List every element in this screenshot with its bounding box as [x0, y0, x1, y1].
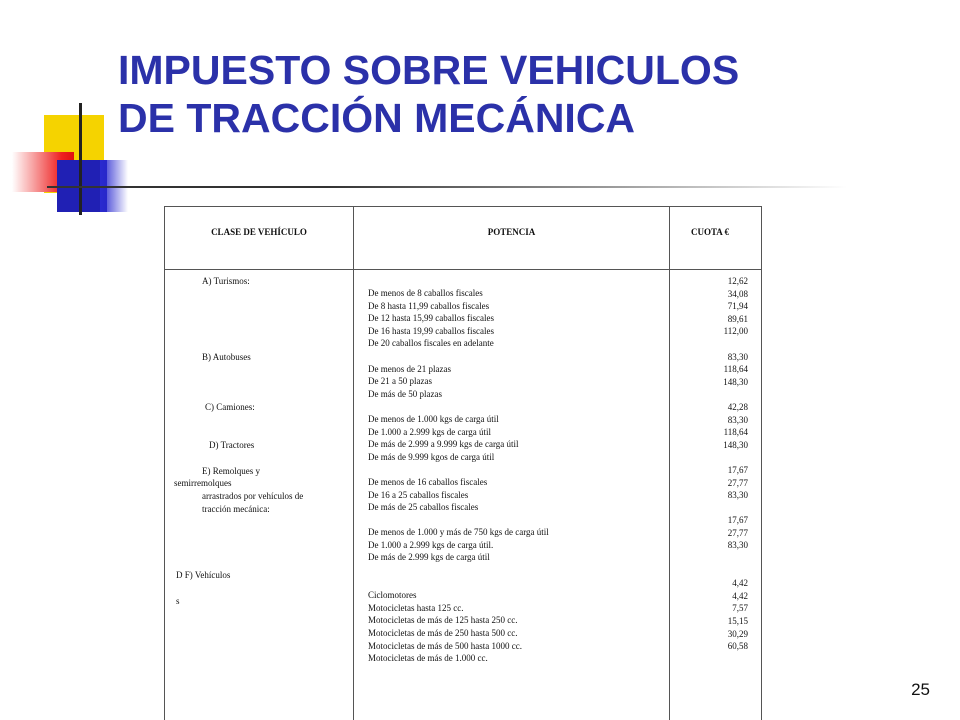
- potencia-row: De 16 a 25 caballos fiscales: [368, 489, 469, 500]
- clase-tractores: D) Tractores: [209, 440, 255, 450]
- decor-horizontal-line: [47, 186, 847, 188]
- potencia-row: De 21 a 50 plazas: [368, 376, 432, 387]
- cuota-row: 60,58: [727, 641, 748, 652]
- potencia-row: De menos de 16 caballos fiscales: [368, 476, 488, 487]
- header-clase: CLASE DE VEHÍCULO: [211, 227, 307, 237]
- tax-table: [164, 206, 762, 720]
- cuota-row: 7,57: [732, 603, 748, 614]
- title-line-2: DE TRACCIÓN MECÁNICA: [118, 95, 636, 141]
- header-divider: [165, 269, 761, 270]
- potencia-row: Motocicletas de más de 125 hasta 250 cc.: [368, 615, 518, 626]
- cuota-row: 4,42: [732, 590, 748, 601]
- clase-turismos: A) Turismos:: [202, 276, 250, 286]
- potencia-list: [368, 287, 549, 665]
- cuota-row: 27,77: [727, 477, 748, 488]
- cuota-row: 83,30: [727, 490, 748, 501]
- potencia-row: De menos de 1.000 kgs de carga útil: [368, 413, 499, 424]
- cuota-row: 71,94: [727, 301, 748, 312]
- cuota-row: 118,64: [723, 427, 748, 438]
- clase-remolques-3: arrastrados por vehículos de: [202, 491, 304, 501]
- cuota-list: [665, 275, 748, 653]
- potencia-row: De 8 hasta 11,99 caballos fiscales: [368, 300, 490, 311]
- clase-vehiculos-1: D F) Vehículos: [176, 570, 231, 580]
- cuota-row: [665, 338, 748, 351]
- cuota-row: [665, 565, 748, 578]
- cuota-row: 42,28: [727, 401, 748, 412]
- header-cuota: CUOTA €: [690, 227, 730, 237]
- potencia-row: De menos de 1.000 y más de 750 kgs de carga útil: [368, 527, 549, 538]
- cuota-row: [665, 552, 748, 565]
- potencia-row: De más de 2.999 kgs de carga útil: [368, 552, 490, 563]
- cuota-row: 148,30: [723, 439, 748, 450]
- cuota-row: 4,42: [732, 578, 748, 589]
- potencia-row: De más de 50 plazas: [368, 388, 442, 399]
- cuota-row: 30,29: [727, 628, 748, 639]
- cuota-row: 15,15: [727, 616, 748, 627]
- cuota-row: 17,67: [727, 464, 748, 475]
- header-potencia: POTENCIA: [487, 227, 536, 237]
- cuota-row: [665, 451, 748, 464]
- potencia-row: [368, 350, 549, 363]
- cuota-row: 112,00: [723, 326, 748, 337]
- cuota-row: 27,77: [727, 527, 748, 538]
- cuota-row: 89,61: [727, 313, 748, 324]
- potencia-row: De 12 hasta 15,99 caballos fiscales: [368, 313, 494, 324]
- potencia-row: Motocicletas de más de 250 hasta 500 cc.: [368, 628, 518, 639]
- potencia-row: Ciclomotores: [368, 590, 417, 601]
- potencia-row: Motocicletas de más de 500 hasta 1000 cc.: [368, 640, 522, 651]
- cuota-row: 118,64: [723, 364, 748, 375]
- cuota-row: 148,30: [723, 376, 748, 387]
- potencia-row: De 1.000 a 2.999 kgs de carga útil.: [368, 539, 494, 550]
- page-title: [118, 46, 739, 142]
- decor-vertical-line: [79, 103, 82, 215]
- clase-camiones: C) Camiones:: [205, 402, 255, 412]
- clase-remolques-4: tracción mecánica:: [202, 504, 270, 514]
- cuota-row: 83,30: [727, 351, 748, 362]
- potencia-row: [368, 463, 549, 476]
- clase-autobuses: B) Autobuses: [202, 352, 251, 362]
- potencia-row: De 1.000 a 2.999 kgs de carga útil: [368, 426, 492, 437]
- cuota-row: 83,30: [727, 540, 748, 551]
- cuota-row: 34,08: [727, 288, 748, 299]
- potencia-row: [368, 577, 549, 590]
- clase-remolques-2: semirremolques: [174, 478, 232, 488]
- potencia-row: Motocicletas hasta 125 cc.: [368, 602, 464, 613]
- column-divider: [353, 207, 354, 720]
- potencia-row: [368, 400, 549, 413]
- cuota-row: 17,67: [727, 515, 748, 526]
- potencia-row: De 16 hasta 19,99 caballos fiscales: [368, 325, 494, 336]
- potencia-row: De más de 2.999 a 9.999 kgs de carga útil: [368, 439, 519, 450]
- potencia-row: [368, 514, 549, 527]
- potencia-row: De más de 9.999 kgos de carga útil: [368, 451, 495, 462]
- potencia-row: De más de 25 caballos fiscales: [368, 502, 479, 513]
- potencia-row: De 20 caballos fiscales en adelante: [368, 338, 494, 349]
- potencia-row: Motocicletas de más de 1.000 cc.: [368, 653, 488, 664]
- potencia-row: De menos de 8 caballos fiscales: [368, 288, 483, 298]
- cuota-row: [665, 388, 748, 401]
- clase-vehiculos-2: s: [176, 596, 180, 606]
- cuota-row: 83,30: [727, 414, 748, 425]
- potencia-row: [368, 564, 549, 577]
- potencia-row: De menos de 21 plazas: [368, 363, 451, 374]
- slide-number: 25: [911, 680, 930, 699]
- cuota-row: [665, 502, 748, 515]
- cuota-row: 12,62: [727, 276, 748, 286]
- clase-remolques-1: E) Remolques y: [202, 466, 260, 476]
- title-line-1: IMPUESTO SOBRE VEHICULOS: [118, 47, 740, 93]
